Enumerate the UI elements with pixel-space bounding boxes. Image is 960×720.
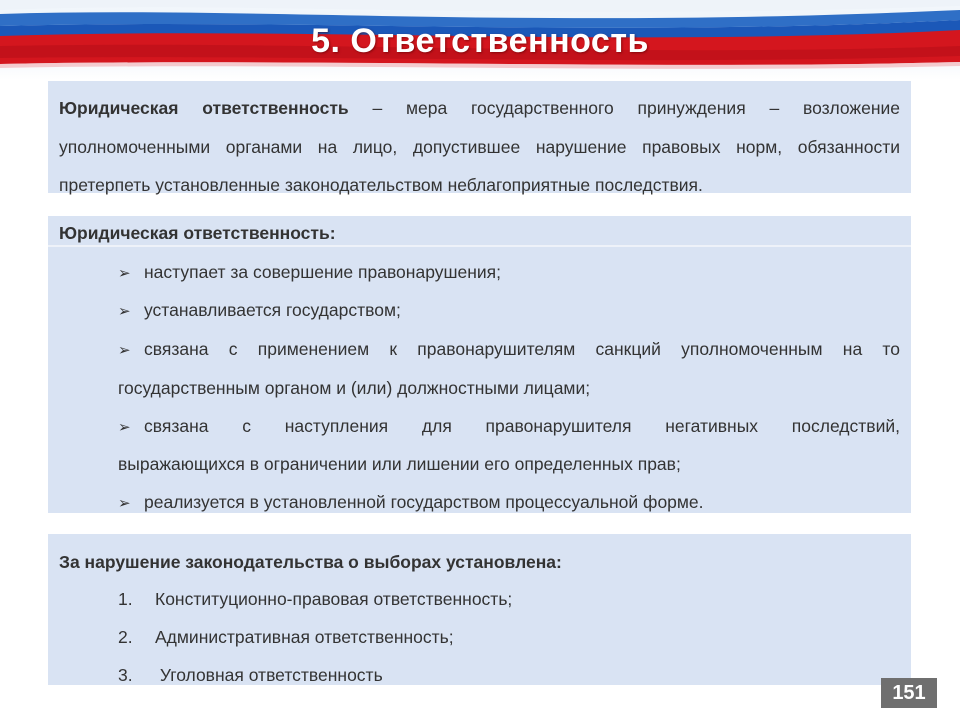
numbered-item: 2. Административная ответственность; bbox=[118, 627, 454, 647]
arrow-bullet-icon: ➢ bbox=[118, 342, 131, 359]
list-item-continuation: выражающихся в ограничении или лишении его определенных прав; bbox=[118, 454, 681, 474]
list-item: ➢ связана с наступления для правонарушителя негативных последствий, bbox=[118, 407, 900, 447]
arrow-bullet-icon: ➢ bbox=[118, 419, 131, 436]
list-item: ➢ связана с применением к правонарушителям санкций уполномоченным на то bbox=[118, 330, 900, 370]
list-item: ➢ реализуется в установленной государством процессуальной форме. bbox=[118, 483, 900, 523]
arrow-bullet-icon: ➢ bbox=[118, 265, 131, 282]
features-heading: Юридическая ответственность: bbox=[59, 223, 336, 243]
elections-box bbox=[48, 534, 911, 685]
definition-body: – мера государственного принуждения – возложение уполномоченными органами на лицо, допустившее нарушение правовых норм, обязанности претерпеть установленные законодательством неблагоприятные последствия. bbox=[59, 98, 900, 195]
arrow-bullet-icon: ➢ bbox=[118, 495, 131, 512]
list-item: ➢ наступает за совершение правонарушения; bbox=[118, 253, 900, 293]
divider bbox=[48, 245, 911, 247]
definition-box bbox=[48, 81, 911, 193]
numbered-item: 3. Уголовная ответственность bbox=[118, 665, 383, 685]
features-box bbox=[48, 216, 911, 513]
arrow-bullet-icon: ➢ bbox=[118, 303, 131, 320]
numbered-item: 1. Конституционно-правовая ответственность; bbox=[118, 589, 513, 609]
definition-term: Юридическая ответственность bbox=[59, 98, 349, 118]
list-item-continuation: государственным органом и (или) должностными лицами; bbox=[118, 378, 591, 398]
list-item: ➢ устанавливается государством; bbox=[118, 291, 900, 331]
header-banner bbox=[0, 0, 960, 80]
page-title: 5. Ответственность bbox=[311, 22, 649, 60]
elections-heading: За нарушение законодательства о выборах установлена: bbox=[59, 552, 562, 572]
definition-text bbox=[59, 89, 900, 205]
page-number-badge: 151 bbox=[881, 678, 937, 708]
